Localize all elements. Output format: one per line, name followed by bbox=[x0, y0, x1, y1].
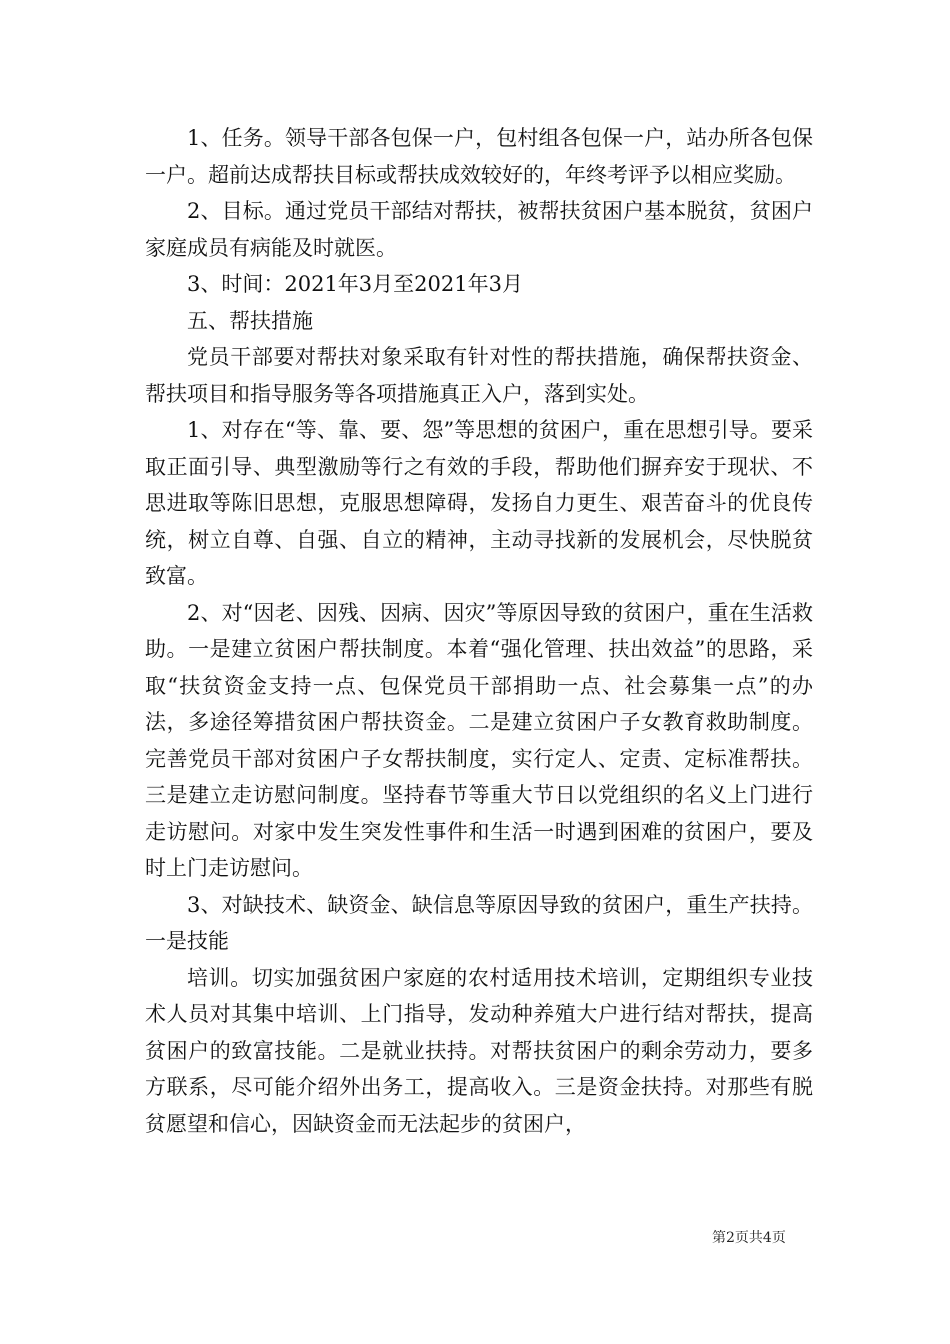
paragraph-measure-3: 3、对缺技术、缺资金、缺信息等原因导致的贫困户，重生产扶持。一是技能 bbox=[145, 892, 813, 953]
paragraph-measures-intro: 党员干部要对帮扶对象采取有针对性的帮扶措施，确保帮扶资金、帮扶项目和指导服务等各项措施真正入户，落到实处。 bbox=[145, 345, 813, 406]
paragraph-goal: 2、目标。通过党员干部结对帮扶，被帮扶贫困户基本脱贫，贫困户家庭成员有病能及时就医。 bbox=[145, 199, 813, 260]
section-heading-measures: 五、帮扶措施 bbox=[187, 308, 313, 333]
paragraph-measure-3-continued: 培训。切实加强贫困户家庭的农村适用技术培训，定期组织专业技术人员对其集中培训、上门指导，发动种养殖大户进行结对帮扶，提高贫困户的致富技能。二是就业扶持。对帮扶贫困户的剩余劳动力，要多方联系，尽可能介绍外出务工，提高收入。三是资金扶持。对那些有脱贫愿望和信心，因缺资金而无法起步的贫困户， bbox=[145, 965, 813, 1136]
document-body bbox=[145, 120, 813, 1142]
page-indicator: 第2页共4页 bbox=[712, 1230, 786, 1246]
paragraph-measure-2: 2、对“因老、因残、因病、因灾”等原因导致的贫困户，重在生活救助。一是建立贫困户帮扶制度。本着“强化管理、扶出效益”的思路，采取“扶贫资金支持一点、包保党员干部捐助一点、社会募集一点”的办法，多途径筹措贫困户帮扶资金。二是建立贫困户子女教育救助制度。完善党员干部对贫困户子女帮扶制度，实行定人、定责、定标准帮扶。三是建立走访慰问制度。坚持春节等重大节日以党组织的名义上门进行走访慰问。对家中发生突发性事件和生活一时遇到困难的贫困户，要及时上门走访慰问。 bbox=[145, 600, 813, 880]
paragraph-task: 1、任务。领导干部各包保一户，包村组各包保一户，站办所各包保一户。超前达成帮扶目标或帮扶成效较好的，年终考评予以相应奖励。 bbox=[145, 126, 813, 187]
paragraph-time: 3、时间：2021年3月至2021年3月 bbox=[187, 272, 523, 296]
paragraph-measure-1: 1、对存在“等、靠、要、怨”等思想的贫困户，重在思想引导。要采取正面引导、典型激励等行之有效的手段，帮助他们摒弃安于现状、不思进取等陈旧思想，克服思想障碍，发扬自力更生、艰苦奋斗的优良传统，树立自尊、自强、自立的精神，主动寻找新的发展机会，尽快脱贫致富。 bbox=[145, 418, 813, 588]
